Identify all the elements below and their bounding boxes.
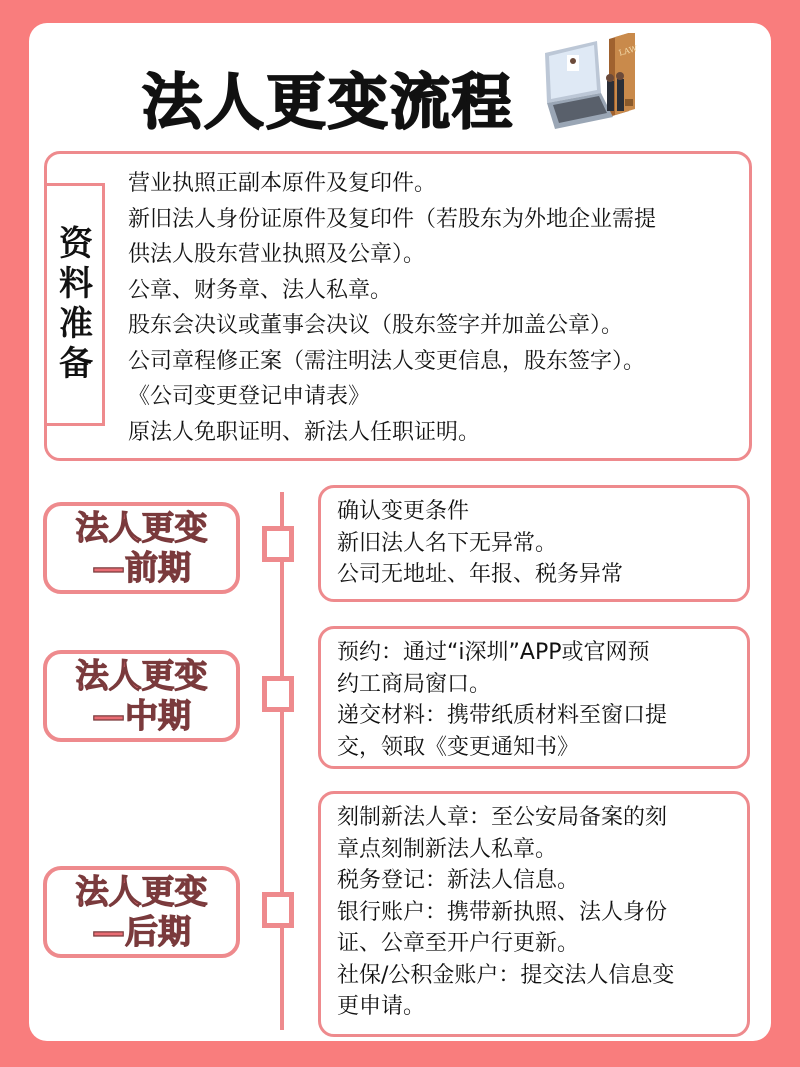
phase-subtitle: —后期 <box>92 912 191 951</box>
detail-line: 约工商局窗口。 <box>337 671 492 697</box>
detail-line: 递交材料：携带纸质材料至窗口提 <box>337 703 668 728</box>
detail-line: 银行账户：携带新执照、法人身份 <box>337 899 668 925</box>
phase-subtitle: —前期 <box>92 548 191 587</box>
materials-list <box>128 166 656 450</box>
timeline-node <box>262 526 294 562</box>
detail-line: 预约：通过“i深圳”APP或官网预 <box>337 640 650 665</box>
phase-label-early <box>43 502 240 594</box>
phase-label-late <box>43 866 240 958</box>
law-office-illustration-icon <box>537 33 662 133</box>
list-item: 原法人免职证明、新法人任职证明。 <box>128 419 481 445</box>
timeline-line <box>280 492 284 1030</box>
detail-line: 新旧法人名下无异常。 <box>337 530 558 556</box>
detail-line: 更申请。 <box>337 994 426 1019</box>
detail-line: 证、公章至开户行更新。 <box>337 931 580 956</box>
detail-line: 刻制新法人章：至公安局备案的刻 <box>337 805 668 830</box>
phase-detail-late <box>318 791 750 1037</box>
page-title: 法人更变流程 <box>142 68 514 138</box>
list-item: 公章、财务章、法人私章。 <box>128 277 393 303</box>
detail-line: 章点刻制新法人私章。 <box>337 836 558 862</box>
detail-line: 交，领取《变更通知书》 <box>337 734 580 760</box>
phase-label-middle <box>43 650 240 742</box>
timeline-node <box>262 892 294 928</box>
detail-line: 社保/公积金账户：提交法人信息变 <box>337 962 675 988</box>
svg-text:LAW: LAW <box>617 44 639 58</box>
list-item: 供法人股东营业执照及公章）。 <box>128 242 426 267</box>
phase-detail-early <box>318 485 750 602</box>
materials-label: 资料准备 <box>52 224 93 385</box>
phase-title: 法人更变 <box>75 872 208 911</box>
list-item: 新旧法人身份证原件及复印件（若股东为外地企业需提 <box>128 206 657 232</box>
detail-line: 公司无地址、年报、税务异常 <box>337 562 624 587</box>
phase-detail-middle <box>318 626 750 769</box>
detail-line: 确认变更条件 <box>337 499 470 524</box>
list-item: 《公司变更登记申请表》 <box>128 384 371 409</box>
list-item: 公司章程修正案（需注明法人变更信息，股东签字）。 <box>128 348 646 374</box>
timeline-node <box>262 676 294 712</box>
list-item: 营业执照正副本原件及复印件。 <box>128 171 437 196</box>
phase-subtitle: —中期 <box>92 696 191 735</box>
list-item: 股东会决议或董事会决议（股东签字并加盖公章）。 <box>128 313 624 338</box>
detail-line: 税务登记：新法人信息。 <box>337 868 580 893</box>
phase-title: 法人更变 <box>75 656 208 695</box>
materials-label-box <box>44 183 105 426</box>
phase-title: 法人更变 <box>75 508 208 547</box>
